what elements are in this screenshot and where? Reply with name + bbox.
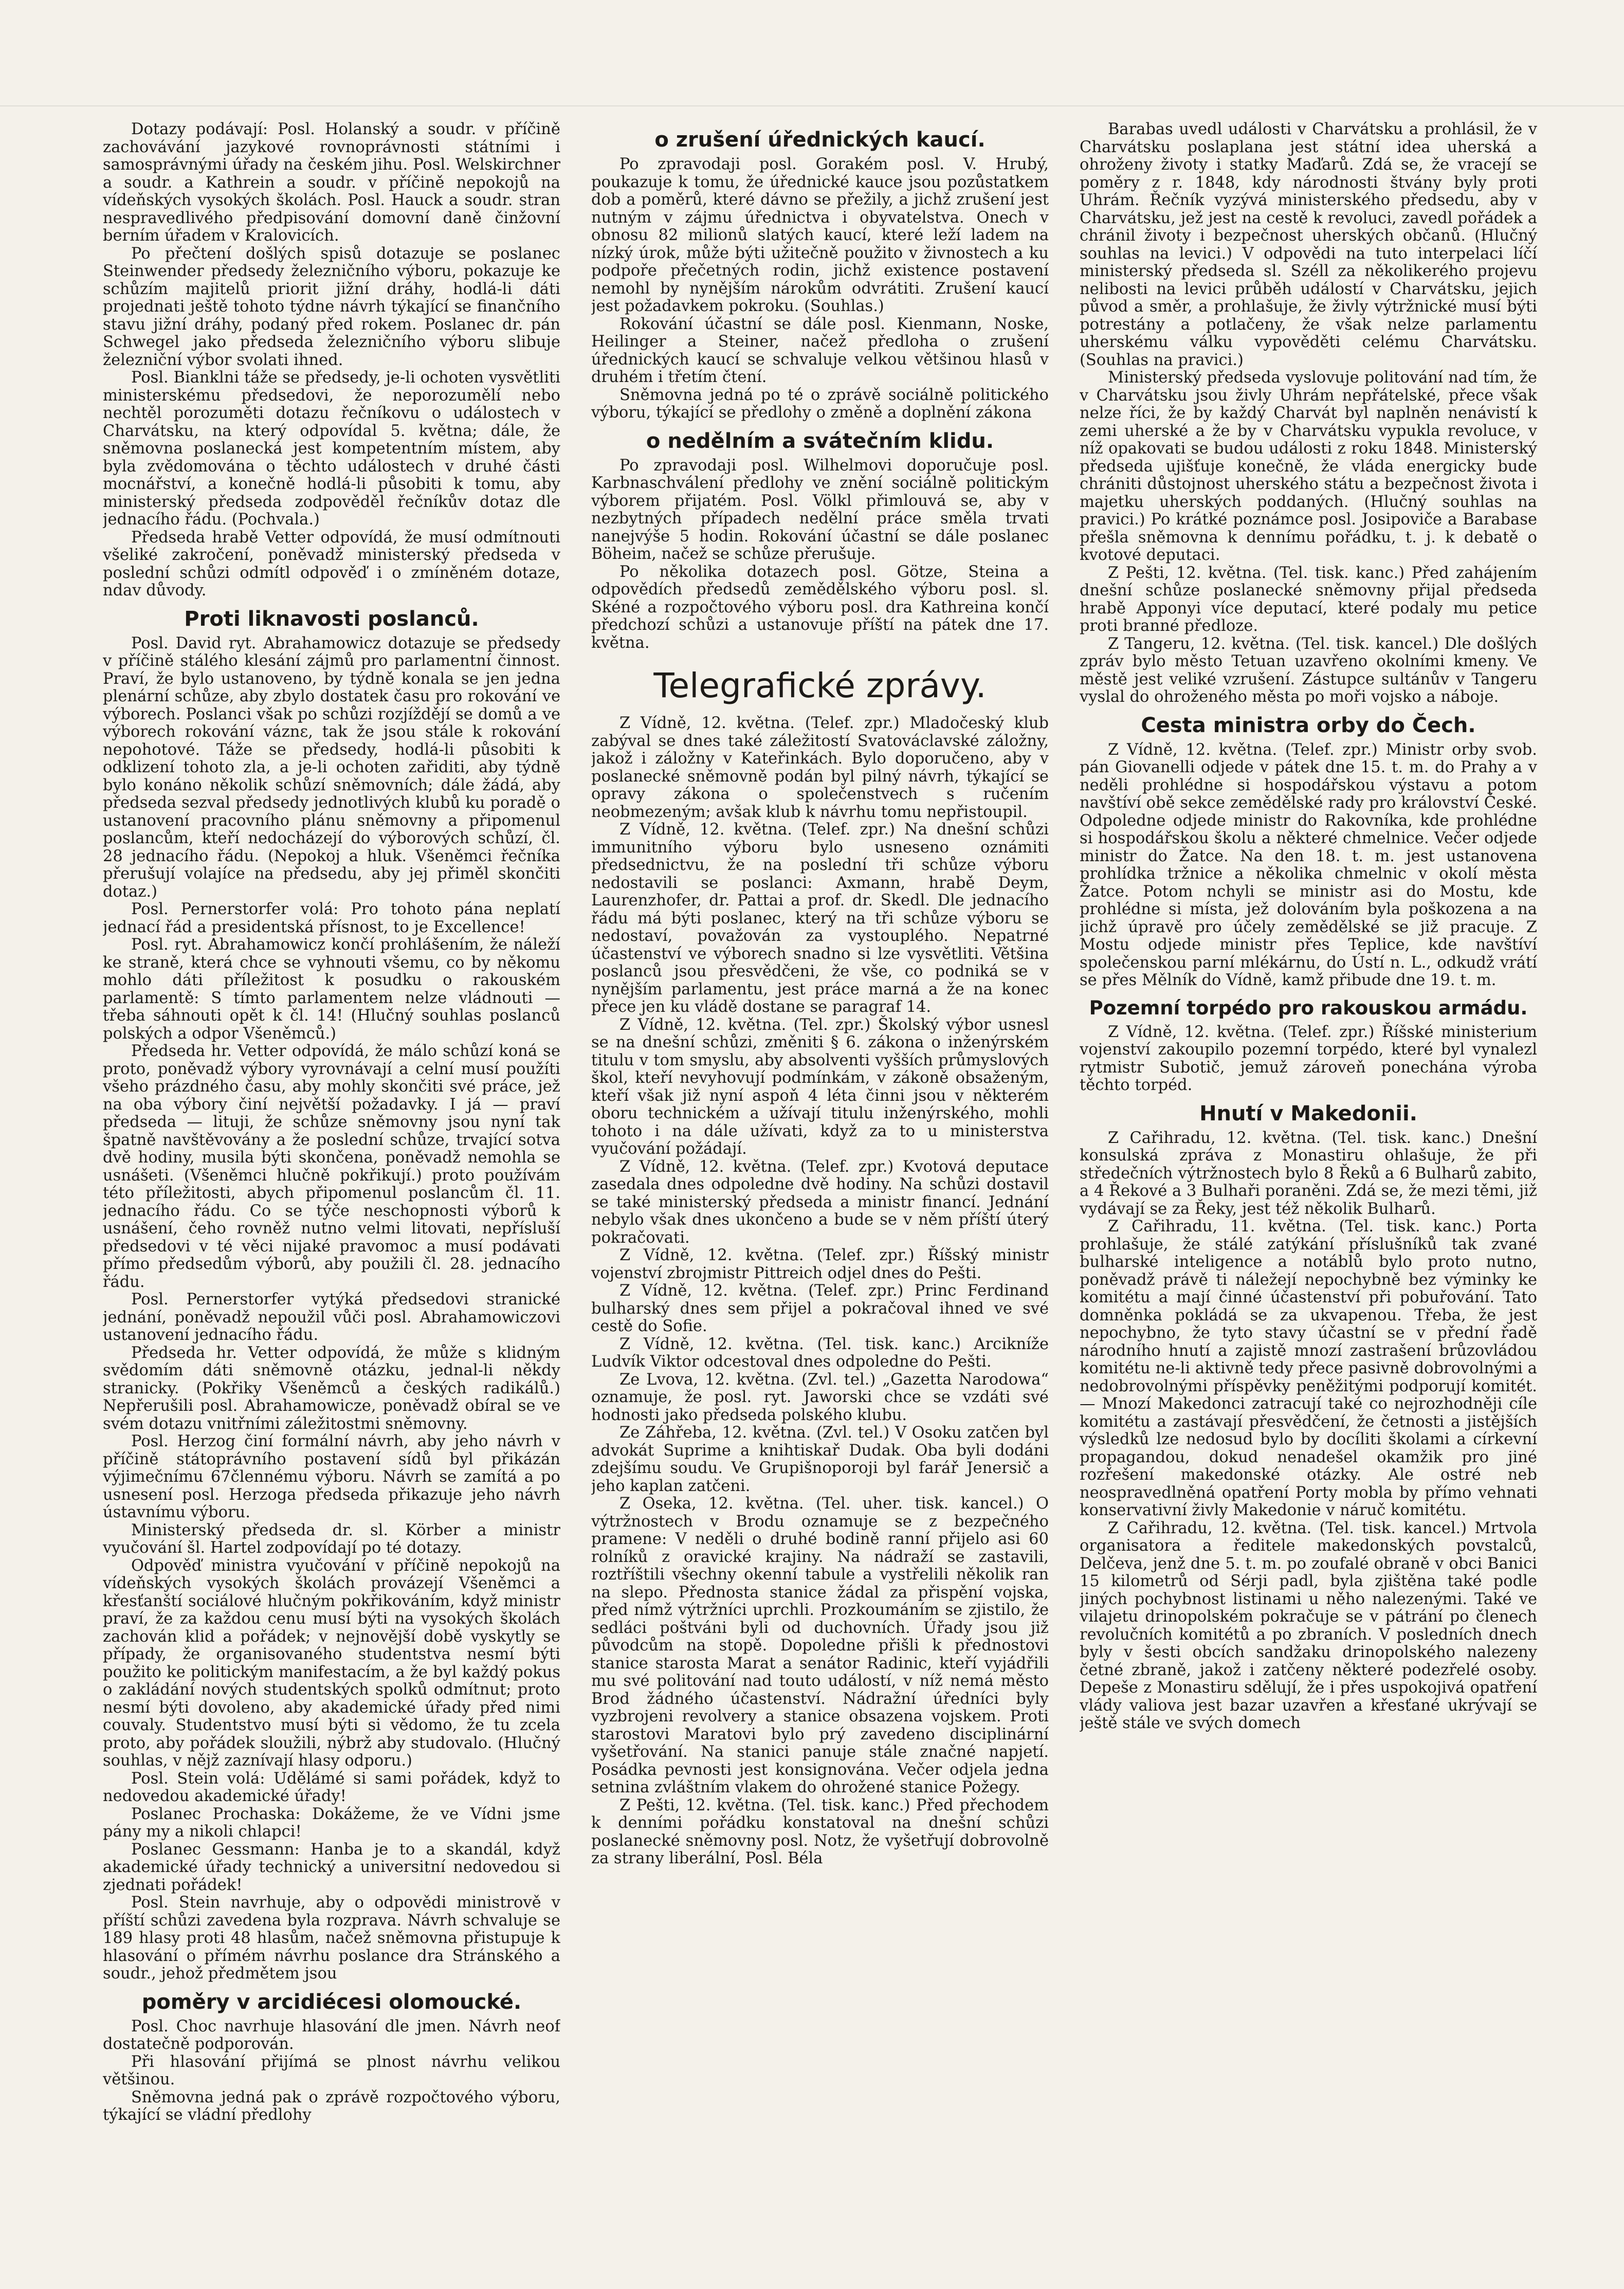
article-paragraph: Z Vídně, 12. května. (Telef. zpr.) Na dnešní schůzi immunitního výboru bylo usneseno oznámiti předsednictvu, že na poslední tři schůze výboru nedostavili se poslanci: Axmann, hrabě Deym, Laurenzhofer, dr. Pattai a prof. dr. Skedl. Dle jednacího řádu má býti poslanec, který na tři schůze výboru se nedostaví, považován za vystouplého. Nepatrné účastenství ve výborech snadno si lze vysvětliti. Většina poslanců jsou přesvědčeni, že vše, co podniká se v nynějším parlamentu, jest práce marná a že na konec přece jen ku vládě dostane se paragraf 14.: [591, 821, 1049, 1016]
page-fold-shadow: [0, 105, 1624, 106]
article-paragraph: Po několika dotazech posl. Götze, Steina a odpovědích předsedů zemědělského výboru posl. sl. Skéné a rozpočtového výboru posl. dra Kathreina končí předchozí schůzi a ustanovuje příští na pátek dne 17. května.: [591, 562, 1049, 652]
article-paragraph: Z Vídně, 12. května. (Telef. zpr.) Kvotová deputace zasedala dnes odpoledne dvě hodiny. Na schůzi dostavil se také ministerský předseda a ministr financí. Jednání nebylo však dnes ukončeno a bude se v něm příští úterý pokračovati.: [591, 1157, 1049, 1247]
newspaper-page: [103, 121, 1537, 2177]
section-heading: Proti liknavosti poslanců.: [184, 607, 479, 631]
article-paragraph: Poslanec Gessmann: Hanba je to a skandál, když akademické úřady technický a universitní nedovedou si zjednati pořádek!: [103, 1840, 560, 1894]
article-paragraph: Ze Lvova, 12. května. (Zvl. tel.) „Gazetta Narodowa“ oznamuje, že posl. ryt. Jaworski chce se vzdáti své hodnosti jako předseda polského klubu.: [591, 1370, 1049, 1424]
article-paragraph: Z Oseka, 12. května. (Tel. uher. tisk. kancel.) O výtržnostech v Brodu oznamuje se z bezpečného pramene: V neděli o druhé bodině ranní přijelo asi 60 rolníků z oravické krajiny. Na nádraží se zastavili, roztříštili všechny okenní tabule a vystřelili několik ran na slepo. Přednosta stanice žádal za přispění vojska, před nímž výtržníci uprchli. Prozkoumáním se zjistilo, že sedláci poštváni byli od duchovních. Úřady jsou již původcům na stopě. Dopoledne přišli k přednostovi stanice starosta Marat a senátor Radinic, kteří vyjádřili mu své politování nad touto událostí, v níž nemá město Brod žádného účastenství. Nádražní úředníci byly vyzbrojeni revolvery a stanice obsazena vojskem. Proti starostovi Maratovi bylo prý zavedeno disciplinární vyšetřování. Na stanici panuje stále značné napjetí. Posádka pevnosti jest konsignována. Večer odjela jedna setnina zvláštním vlakem do ohrožené stanice Požegy.: [591, 1495, 1049, 1796]
article-paragraph: Ze Záhřeba, 12. května. (Zvl. tel.) V Osoku zatčen byl advokát Suprime a knihtiskař Dudak. Oba byli dodáni zdejšímu soudu. Ve Grupišnoporoji byl farář Jenersič a jeho kaplan zatčeni.: [591, 1424, 1049, 1495]
article-paragraph: Dotazy podávají: Posl. Holanský a soudr. v příčině zachovávání jazykové rovnoprávnosti státními i samosprávnými úřady na českém jihu. Posl. Welskirchner a soudr. a Kathrein a soudr. v příčině nepokojů na vídeňských vysokých školách. Posl. Hauck a soudr. stran nespravedlivého předpisování domovní daně činžovní berním úřadem v Kralovicích.: [103, 121, 560, 245]
article-paragraph: Z Vídně, 12. května. (Telef. zpr.) Princ Ferdinand bulharský dnes sem přijel a pokračoval ihned ve své cestě do Sofie.: [591, 1282, 1049, 1335]
section-heading: Cesta ministra orby do Čech.: [1141, 713, 1476, 737]
section-heading: Telegrafické zprávy.: [653, 666, 987, 705]
column-left: [103, 121, 560, 2177]
article-paragraph: Z Vídně, 12. května. (Tel. zpr.) Školský výbor usnesl se na dnešní schůzi, změniti § 6. zákona o inženýrském titulu v tom smyslu, aby absolventi vyšších průmyslových škol, kteří nevyhovují podmínkám, v zákoně obsaženým, kteří však již nyní aspoň 4 léta činni jsou v některém oboru technickém a užívají titulu inženýrského, mohli tohoto i na dále užívati, když za to u ministerstva vyučování požádají.: [591, 1015, 1049, 1158]
article-paragraph: Z Tangeru, 12. května. (Tel. tisk. kancel.) Dle došlých zpráv bylo město Tetuan uzavřeno okolními kmeny. Ve městě jest veliké vzrušení. Zástupce sultánův v Tangeru vyslal do ohroženého města po moři vojsko a náboje.: [1080, 634, 1537, 706]
section-heading: o nedělním a svátečním klidu.: [646, 429, 994, 453]
article-paragraph: Posl. Stein volá: Udělámé si sami pořádek, když to nedovedou akademické úřady!: [103, 1769, 560, 1805]
article-paragraph: Posl. Pernerstorfer vytýká předsedovi stranické jednání, poněvadž nepoužil vůči posl. Abrahamowiczovi ustanovení jednacího řádu.: [103, 1291, 560, 1344]
article-paragraph: Z Vídně, 12. května. (Telef. zpr.) Ministr orby svob. pán Giovanelli odjede v pátek dne 15. t. m. do Prahy a v neděli prohlédne si hospodářskou výstavu a potom navštíví obě sekce zemědělské rady pro království České. Odpoledne odjede ministr do Rakovníka, kde prohlédne si hospodářskou školu a některé chmelnice. Večer odjede ministr do Žatce. Na den 18. t. m. jest ustanovena prohlídka tržnice a několika chmelnic v okolí města Žatce. Potom nchyli se ministr asi do Mostu, kde prohlédne si místa, jež dolováním byla poškozena a na jichž úpravě pro účely zemědělské se již pracuje. Z Mostu odjede ministr přes Teplice, kde navštíví společenskou parní mlékárnu, do Ústí n. L., odkudž vrátí se přes Mělník do Vídně, kamž přibude dne 19. t. m.: [1080, 740, 1537, 989]
section-heading: poměry v arcidiécesi olomoucké.: [141, 1990, 522, 2014]
article-paragraph: Při hlasování přijímá se plnost návrhu velikou většinou.: [103, 2052, 560, 2088]
article-paragraph: Předseda hr. Vetter odpovídá, že málo schůzí koná se proto, poněvadž výbory vyrovnávají a celní musí použíti všeho prázdného času, aby mohly skončiti své práce, jež na oba výbory činí největší požadavky. I já — praví předseda — lituji, že schůze sněmovny jsou nyní tak špatně navštěvovány a že poslední schůze, trvající sotva dvě hodiny, musila býti skončena, poněvadž nemohla se usnášeti. (Všeněmci hlučně pokřikují.) proto používám této příležitosti, abych připomenul poslancům čl. 11. jednacího řádu. Co se týče neschopnosti výborů k usnášení, čeho rovněž nutno velmi litovati, nepřísluší předsedovi v té věci nijaké pravomoc a musí podávati přímo předsedům výborů, aby použili čl. 28. jednacího řádu.: [103, 1042, 560, 1291]
section-heading: o zrušení úřednických kaucí.: [654, 128, 986, 152]
article-paragraph: Rokování účastní se dále posl. Kienmann, Noske, Heilinger a Steiner, načež předloha o zrušení úřednických kaucí se schvaluje velkou většinou hlasů v druhém i třetím čtení.: [591, 315, 1049, 386]
article-paragraph: Posl. ryt. Abrahamowicz končí prohlášením, že náleží ke straně, která chce se vyhnouti všemu, co by někomu mohlo dáti příležitost k posudku o rakouském parlamentě: S tímto parlamentem nelze vládnouti — třeba sáhnouti opět k čl. 14! (Hlučný souhlas poslanců polských a odpor Všeněmců.): [103, 936, 560, 1043]
article-paragraph: Posl. Herzog činí formální návrh, aby jeho návrh v příčině státoprávního postavení sídů byl přikázán výjimečnímu 67člennému výboru. Návrh se zamítá a po usnesení posl. Herzoga předseda přikazuje jeho návrh ústavnímu výboru.: [103, 1432, 560, 1521]
article-paragraph: Barabas uvedl události v Charvátsku a prohlásil, že v Charvátsku poslaplana jest státní idea uherská a ohroženy životy i statky Maďarů. Zdá se, že vracejí se poměry z r. 1848, kdy národnosti štvány byly proti Uhrám. Řečník vyzývá ministerského předsedu, aby v Charvátsku, jež jest na cestě k revoluci, zavedl pořádek a chránil životy i bezpečnost uherských občanů. (Hlučný souhlas na levici.) V odpovědi na tuto interpelaci líčí ministerský předseda sl. Széll za několikerého projevu nelibosti na levici průběh událostí v Charvátsku, jejich původ a směr, a prohlašuje, že živly výtržnické musí býti potrestány a potlačeny, že však nelze parlamentu uherskému válku vypověděti celému Charvátsku. (Souhlas na pravici.): [1080, 121, 1537, 369]
article-paragraph: Z Pešti, 12. května. (Tel. tisk. kanc.) Před zahájením dnešní schůze poslanecké sněmovny přijal předseda hrabě Apponyi více deputací, které podaly mu petice proti branné předloze.: [1080, 564, 1537, 635]
article-paragraph: Z Vídně, 12. května. (Telef. zpr.) Mladočeský klub zabýval se dnes také záležitostí Svatováclavské záložny, jakož i záložny v Kateřinkách. Bylo doporučeno, aby v poslanecké sněmovně podán byl pilný návrh, týkající se opravy zákona o společenstvech s ručením neobmezeným; avšak klub k návrhu tomu nepřistoupil.: [591, 714, 1049, 821]
article-paragraph: Z Vídně, 12. května. (Telef. zpr.) Říšský ministr vojenství zbrojmistr Pittreich odjel dnes do Pešti.: [591, 1246, 1049, 1282]
article-paragraph: Z Cařihradu, 11. května. (Tel. tisk. kanc.) Porta prohlašuje, že stálé zatýkání příslušníků tak zvané bulharské inteligence a notáblů bylo proto nutno, poněvadž právě ti náležejí nepochybně bez výminky ke komitétu a mají činné účastenství při pobuřování. Tato domněnka pokládá se za ukvapenou. Třeba, že jest nepochybno, že tyto stavy účastní se v přední řadě národního hnutí a zajistě mnozí zastrašení brůzovládou komitétu ne-li aktivně tedy přece pasivně dobrovolnými a nedobrovolnými příspěvky peněžitými podporují komitét. — Mnozí Makedonci zatracují také co nejrozhodněji cíle komitétu a zastávají přesvědčení, že četnosti a jistějších výsledků lze nedosud bylo by docíliti školami a církevní propagandou, dokud nenadešel okamžik pro jiné rozřešení makedonské otázky. Ale ostré neb neospravedlněná opatření Porty mobla by přímo vehnati konservativní živly Makedonie v náruč komitétu.: [1080, 1218, 1537, 1519]
article-paragraph: Z Pešti, 12. května. (Tel. tisk. kanc.) Před přechodem k denními pořádku konstatoval na dnešní schůzi poslanecké sněmovny posl. Notz, že vyšetřují dobrovolně za strany liberální, Posl. Béla: [591, 1796, 1049, 1867]
column-middle: [591, 121, 1049, 2177]
article-paragraph: Po zpravodaji posl. Gorakém posl. V. Hrubý, poukazuje k tomu, že úřednické kauce jsou pozůstatkem dob a poměrů, které dávno se přežily, a jichž zrušení jest nutným v zájmu úřednictva i obyvatelstva. Onech v obnosu 82 milionů slatých kaucí, které leží ladem na nízký úrok, může býti užitečně použito v živnostech a ku podpoře přečetných rodin, jichž existence postavení nemohl by nynějším nárokům odvrátiti. Zrušení kaucí jest požadavkem pokroku. (Souhlas.): [591, 155, 1049, 315]
article-paragraph: Sněmovna jedná pak o zprávě rozpočtového výboru, týkající se vládní předlohy: [103, 2088, 560, 2124]
section-heading: Pozemní torpédo pro rakouskou armádu.: [1089, 996, 1528, 1019]
section-heading: Hnutí v Makedonii.: [1199, 1101, 1417, 1125]
article-paragraph: Po přečtení došlých spisů dotazuje se poslanec Steinwender předsedy železničního výboru, pokazuje ke schůzím majitelů priorit jižní dráhy, hodlá-li dáti projednati ještě tohoto týdne návrh týkající se finančního stavu jižní dráhy, podaný před rokem. Poslanec dr. pán Schwegel jako předseda železničního výboru slibuje železniční výbor svolati ihned.: [103, 244, 560, 369]
article-paragraph: Z Vídně, 12. května. (Tel. tisk. kanc.) Arcikníže Ludvík Viktor odcestoval dnes odpoledne do Pešti.: [591, 1335, 1049, 1371]
article-paragraph: Předseda hr. Vetter odpovídá, že může s klidným svědomím dáti sněmovně otázku, jednal-li někdy stranicky. (Pokřiky Všeněmců a českých radikálů.) Nepřerušili posl. Abrahamowicze, poněvadž obíral se ve svém dotazu vnitřními záležitostmi sněmovny.: [103, 1343, 560, 1433]
article-paragraph: Z Cařihradu, 12. května. (Tel. tisk. kanc.) Dnešní konsulská zpráva z Monastiru ohlašuje, že při středečních výtržnostech bylo 8 Řeků a 6 Bulharů zabito, a 4 Řekové a 3 Bulhaři poraněni. Zdá se, že mezi těmi, již vydávají se za Řeky, jest též několik Bulharů.: [1080, 1129, 1537, 1218]
article-paragraph: Z Cařihradu, 12. května. (Tel. tisk. kancel.) Mrtvola organisatora a ředitele makedonských povstalců, Delčeva, jenž dne 5. t. m. po zoufalé obraně v obci Banici 15 kilometrů od Sérji padl, byla zjištěna také podle jiných pochybnost listinami u něho nalezenými. Také ve vilajetu drinopolském pokračuje se v pátrání po členech revolučních komitétů a po zbraních. V posledních dnech byly v šesti obcích sandžaku drinopolského nalezeny četné zbraně, jakož i zatčeny některé podezřelé osoby. Depeše z Monastiru sdělují, že i přes uspokojivá opatření vlády valiova jest bazar uzavřen a křesťané ukrývají se ještě stále ve svých domech: [1080, 1519, 1537, 1732]
article-paragraph: Z Vídně, 12. května. (Telef. zpr.) Říšské ministerium vojenství zakoupilo pozemní torpédo, které byl vynalezl rytmistr Subotič, jemuž zároveň ponechána výroba těchto torpéd.: [1080, 1023, 1537, 1094]
article-paragraph: Posl. Bianklni táže se předsedy, je-li ochoten vysvětliti ministerskému předsedovi, že neporozumělí nebo nechtěl porozuměti dotazu řečníkovu o událostech v Charvátsku, na který odpovídal 5. května; dále, že sněmovna poslanecká jest kompetentním místem, aby byla zvědomována o těchto událostech v druhé části mocnářství, a konečně hodlá-li působiti k tomu, aby ministerský předseda zodpověděl řečníkův dotaz dle jednacího řádu. (Pochvala.): [103, 369, 560, 529]
article-paragraph: Ministerský předseda dr. sl. Körber a ministr vyučování šl. Hartel zodpovídají po té dotazy.: [103, 1521, 560, 1557]
article-paragraph: Po zpravodaji posl. Wilhelmovi doporučuje posl. Karbnaschválení předlohy ve znění sociálně politickým výborem přijatém. Posl. Völkl přimlouvá se, aby v nezbytných případech nedělní práce směla trvati nanejvýše 5 hodin. Rokování účastní se dále poslanec Böheim, načež se schůze přerušuje.: [591, 456, 1049, 563]
article-paragraph: Předseda hrabě Vetter odpovídá, že musí odmítnouti všeliké zakročení, poněvadž ministerský předseda v poslední schůzi odmítl odpověď i o zmíněném dotaze, ndav důvody.: [103, 528, 560, 600]
article-paragraph: Ministerský předseda vyslovuje politování nad tím, že v Charvátsku jsou živly Uhrám nepřátelské, přece však nelze říci, že by každý Charvát byl naplněn nenávistí k zemi uherské a že by v Charvátsku vypukla revoluce, v níž opakovati se budou události z roku 1848. Ministerský předseda ujišťuje konečně, že vláda energicky bude chrániti důstojnost uherského státu a bezpečnost života i majetku uherských poddaných. (Hlučný souhlas na pravici.) Po krátké poznámce posl. Josipoviče a Barabase přešla sněmovna k dennímu pořádku, t. j. k debatě o kvotové deputaci.: [1080, 369, 1537, 564]
article-paragraph: Posl. David ryt. Abrahamowicz dotazuje se předsedy v příčině stálého klesání zájmů pro parlamentní činnost. Praví, že bylo ustanoveno, by týdně konala se jen jedna plenární schůze, aby zbylo dostatek času pro rokování ve výborech. Poslanci však po schůzi rozjíždějí se domů a ve výborech rokování váznε, tak že jsou stále k rokování nepohotové. Táže se předsedy, hodlá-li působiti k odklizení tohoto zla, a je-li ochoten zařiditi, aby týdně bylo konáno několik schůzí sněmovních; dále žádá, aby předseda sezval předsedy jednotlivých klubů ku poradě o ustanovení pracovního plánu sněmovny a připomenul poslancům, kteří nedocházejí do výborových schůzí, čl. 28 jednacího řádu. (Nepokoj a hluk. Všeněmci řečníka přerušují volajíce na předsedu, aby jej přiměl skončiti dotaz.): [103, 634, 560, 901]
article-paragraph: Poslanec Prochaska: Dokážeme, že ve Vídni jsme pány my a nikoli chlapci!: [103, 1805, 560, 1841]
article-paragraph: Posl. Stein navrhuje, aby o odpovědi ministrově v příští schůzi zavedena byla rozprava. Návrh schvaluje se 189 hlasy proti 48 hlasům, načež sněmovna přistupuje k hlasování o přímém návrhu poslance dra Stránského a soudr., jehož předmětem jsou: [103, 1894, 560, 1983]
article-paragraph: Posl. Choc navrhuje hlasování dle jmen. Návrh neof dostatečně podporován.: [103, 2017, 560, 2053]
column-right: [1080, 121, 1537, 2177]
article-paragraph: Sněmovna jedná po té o zprávě sociálně politického výboru, týkající se předlohy o změně a doplnění zákona: [591, 386, 1049, 422]
article-paragraph: Posl. Pernerstorfer volá: Pro tohoto pána neplatí jednací řád a presidentská přísnost, to je Excellence!: [103, 900, 560, 936]
article-paragraph: Odpověď ministra vyučování v příčině nepokojů na vídeňských vysokých školách provázejí Všeněmci a křesťanští sociálové hlučným pokřikováním, když ministr praví, že za každou cenu musí býti na vysokých školách zachován klid a pořádek; v nejnovější době vyskytly se případy, že organisovaného studentstva nesmí býti použito ke politickým manifestacím, a že byl každý pokus o zakládání nových studentských spolků odmítnut; proto nesmí býti dovoleno, aby akademické úřady před nimi couvaly. Studentstvo musí býti si vědomo, že tu zcela proto, aby pořádek sloužili, nýbrž aby studovalo. (Hlučný souhlas, v nějž zaznívají hlasy odporu.): [103, 1556, 560, 1770]
